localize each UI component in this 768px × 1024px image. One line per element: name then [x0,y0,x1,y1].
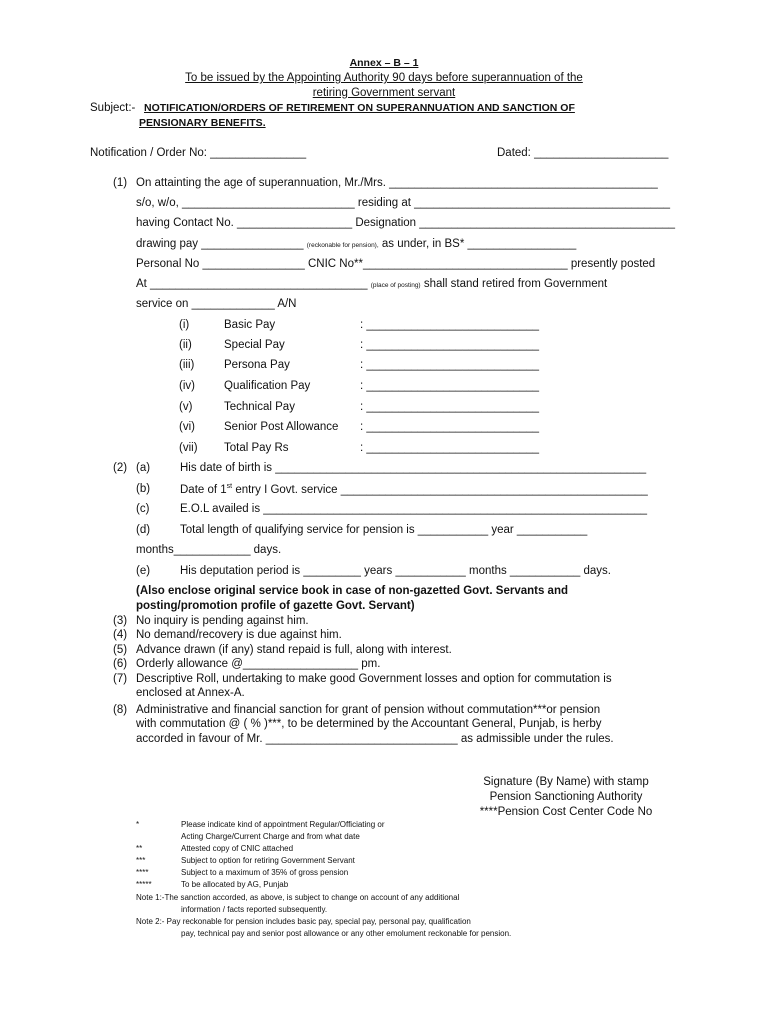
footnote-mark: *** [136,856,146,865]
item-text: accorded in favour of Mr. ______________________________ as admissible under the rules. [136,733,614,745]
eol-field: E.O.L availed is ____________________________________________________________ [180,503,648,515]
pay-item-label: Qualification Pay [224,380,311,392]
item-number: (8) [113,704,128,716]
pay-item-num: (v) [179,401,193,413]
signature-line-2: Pension Sanctioning Authority [489,791,643,803]
footnote-text: Subject to option for retiring Government Servant [181,856,355,865]
item-number: (5) [113,644,128,656]
footnote-mark: ** [136,844,143,853]
item-text: Orderly allowance @__________________ pm. [136,658,381,670]
section-1-line-7: service on _____________ A/N [136,298,297,310]
item-text: with commutation @ ( % )***, to be determined by the Accountant General, Punjab, is herby [136,718,602,730]
item-text: enclosed at Annex-A. [136,687,245,699]
annex-title: Annex – B – 1 [349,57,419,69]
pay-item-num: (iv) [179,380,195,392]
section-1-line-4 [136,238,576,250]
first-entry-text: Date of 1 [180,483,227,496]
footnote-text: Please indicate kind of appointment Regular/Officiating or [181,820,385,829]
pay-item-blank: : ___________________________ [360,339,540,351]
note-2-line-2: pay, technical pay and senior post allowance or any other emolument reckonable for pension. [181,929,512,938]
item-text: No inquiry is pending against him. [136,615,309,627]
drawing-pay-field: drawing pay ________________ [136,238,304,250]
item-text: No demand/recovery is due against him. [136,629,342,641]
footnote-mark: * [136,820,140,829]
section-1-line-5: Personal No ________________ CNIC No**________________________________ presently posted [136,258,656,270]
section-1-line-1: On attainting the age of superannuation, Mr./Mrs. __________________________________________ [136,177,658,189]
subject-line-1: NOTIFICATION/ORDERS OF RETIREMENT ON SUPERANNUATION AND SANCTION OF [144,102,575,114]
note-1-line-2: information / facts reported subsequently. [181,905,328,914]
item-number: (7) [113,673,128,685]
pay-item-blank: : ___________________________ [360,380,540,392]
issued-line-1: To be issued by the Appointing Authority 90 days before superannuation of the [185,72,583,84]
item-number: (3) [113,615,128,627]
date-of-birth-field: His date of birth is __________________________________________________________ [180,462,647,474]
item-number: (4) [113,629,128,641]
first-entry-blank: entry I Govt. service ________________________________________________ [232,483,648,496]
enclose-note-1: (Also enclose original service book in case of non-gazetted Govt. Servants and [136,585,568,597]
subject-label: Subject:- [90,102,136,114]
place-of-posting-note: (place of posting) [370,282,421,289]
qualifying-service-field: Total length of qualifying service for pension is ___________ year ___________ [180,524,588,536]
section-1-line-2: s/o, w/o, ___________________________ residing at ________________________________________ [136,197,670,209]
item-text: Descriptive Roll, undertaking to make good Government losses and option for commutation is [136,673,612,685]
pay-item-label: Persona Pay [224,359,290,371]
pay-item-num: (iii) [179,359,195,371]
pay-item-label: Total Pay Rs [224,442,289,454]
order-no-field: Notification / Order No: _______________ [90,147,307,159]
enclose-note-2: posting/promotion profile of gazette Govt. Servant) [136,600,415,612]
footnote-text: To be allocated by AG, Punjab [181,880,289,889]
section-2e-number: (e) [136,565,151,577]
retired-text: shall stand retired from Government [423,278,608,290]
footnote-text: Attested copy of CNIC attached [181,844,294,853]
pay-item-label: Senior Post Allowance [224,421,339,433]
pay-item-num: (vii) [179,442,198,454]
pay-item-label: Basic Pay [224,319,276,331]
pay-item-blank: : ___________________________ [360,401,540,413]
pay-item-blank: : ___________________________ [360,442,540,454]
pay-item-blank: : ___________________________ [360,359,540,371]
pay-item-num: (ii) [179,339,192,351]
pay-item-blank: : ___________________________ [360,421,540,433]
section-2-number: (2) [113,462,128,474]
note-2-line-1: Note 2:- Pay reckonable for pension includes basic pay, special pay, personal pay, qualification [136,917,471,926]
footnote-mark: **** [136,868,149,877]
footnote-mark: ***** [136,880,152,889]
section-2a-number: (a) [136,462,151,474]
subject-line-2: PENSIONARY BENEFITS. [139,117,266,129]
posting-field: At __________________________________ [136,278,368,290]
pay-item-blank: : ___________________________ [360,319,540,331]
footnote-text: Subject to a maximum of 35% of gross pension [181,868,349,877]
pay-item-num: (vi) [179,421,195,433]
superscript-st: st [226,483,233,490]
section-1-line-6 [136,278,607,290]
qualifying-service-months: months____________ days. [136,544,282,556]
first-entry-field [180,483,648,496]
section-1-line-3: having Contact No. __________________ Designation ________________________________________ [136,217,676,229]
pay-item-label: Special Pay [224,339,285,351]
note-1-line-1: Note 1:-The sanction accorded, as above, is subject to change on account of any additional [136,893,460,902]
section-2c-number: (c) [136,503,150,515]
signature-line-3: ****Pension Cost Center Code No [479,806,653,818]
signature-line-1: Signature (By Name) with stamp [483,776,649,788]
pay-item-label: Technical Pay [224,401,295,413]
deputation-field: His deputation period is _________ years ___________ months ___________ days. [180,565,611,577]
item-number: (6) [113,658,128,670]
dated-field: Dated: _____________________ [497,147,669,159]
issued-line-2: retiring Government servant [312,87,456,99]
footnote-text: Acting Charge/Current Charge and from what date [181,832,360,841]
bs-field: as under, in BS* _________________ [381,238,577,250]
item-text: Advance drawn (if any) stand repaid is full, along with interest. [136,644,452,656]
item-text: Administrative and financial sanction for grant of pension without commutation***or pension [136,704,601,716]
section-1-number: (1) [113,177,128,189]
section-2b-number: (b) [136,483,151,495]
pay-item-num: (i) [179,319,190,331]
section-2d-number: (d) [136,524,151,536]
reckonable-note: (reckonable for pension), [306,242,379,249]
